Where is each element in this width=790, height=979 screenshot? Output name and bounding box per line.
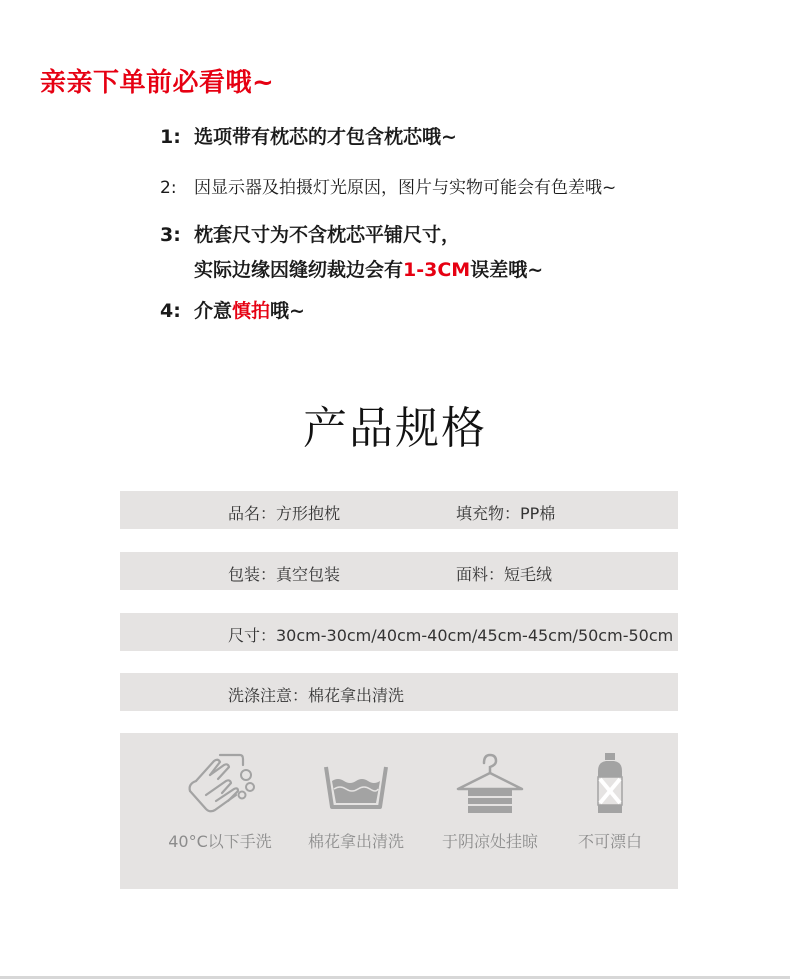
notice-item-text-line2 — [160, 255, 543, 282]
spec-package: 包装：真空包装 — [228, 565, 341, 584]
spec-product-name: 品名：方形抱枕 — [228, 504, 341, 523]
caution-highlight: 慎拍 — [232, 300, 271, 322]
care-label: 棉花拿出清洗 — [307, 832, 404, 851]
notice-item-number: 3: — [160, 224, 181, 246]
notice-item-4 — [160, 296, 305, 323]
notice-text-post: 误差哦~ — [470, 259, 544, 281]
notice-item-1 — [160, 122, 457, 149]
notice-text-post: 哦~ — [270, 300, 305, 322]
care-label: 于阴凉处挂晾 — [441, 832, 538, 851]
hand-wash-icon — [180, 751, 260, 817]
no-bleach-icon — [570, 751, 650, 817]
care-label: 不可漂白 — [577, 832, 642, 851]
notice-item-text: 选项带有枕芯的才包含枕芯哦~ — [194, 126, 457, 148]
spec-washing: 洗涤注意：棉花拿出清洗 — [228, 686, 405, 705]
notice-text-pre: 实际边缘因缝纫裁边会有 — [194, 259, 404, 281]
spec-row-package-fabric — [120, 552, 678, 590]
spec-section-title: 产品规格 — [303, 403, 487, 454]
notice-text-pre: 介意 — [194, 300, 233, 322]
spec-row-washing — [120, 673, 678, 711]
care-hang-dry — [425, 751, 555, 852]
notice-item-text: 因显示器及拍摄灯光原因，图片与实物可能会有色差哦~ — [194, 178, 617, 198]
spec-fabric: 面料：短毛绒 — [456, 565, 553, 584]
care-basin — [291, 751, 421, 852]
spec-filling: 填充物：PP棉 — [456, 504, 556, 523]
spec-row-size — [120, 613, 678, 651]
care-no-bleach — [545, 751, 675, 852]
spec-size: 尺寸：30cm-30cm/40cm-40cm/45cm-45cm/50cm-50cm — [228, 626, 674, 645]
notice-item-number: 1: — [160, 126, 181, 148]
notice-item-number: 4: — [160, 300, 181, 322]
notice-item-text: 枕套尺寸为不含枕芯平铺尺寸， — [194, 224, 461, 246]
notice-item-3 — [160, 220, 543, 282]
care-hand-wash — [155, 751, 285, 852]
wash-basin-icon — [316, 751, 396, 817]
spec-row-name-filling — [120, 491, 678, 529]
notice-item-number: 2: — [160, 178, 177, 198]
notice-title: 亲亲下单前必看哦~ — [40, 68, 275, 98]
care-instructions-panel — [120, 733, 678, 889]
tolerance-highlight: 1-3CM — [403, 259, 471, 281]
hanger-icon — [450, 751, 530, 817]
care-label: 40°C以下手洗 — [168, 832, 272, 851]
notice-item-2 — [160, 173, 616, 198]
